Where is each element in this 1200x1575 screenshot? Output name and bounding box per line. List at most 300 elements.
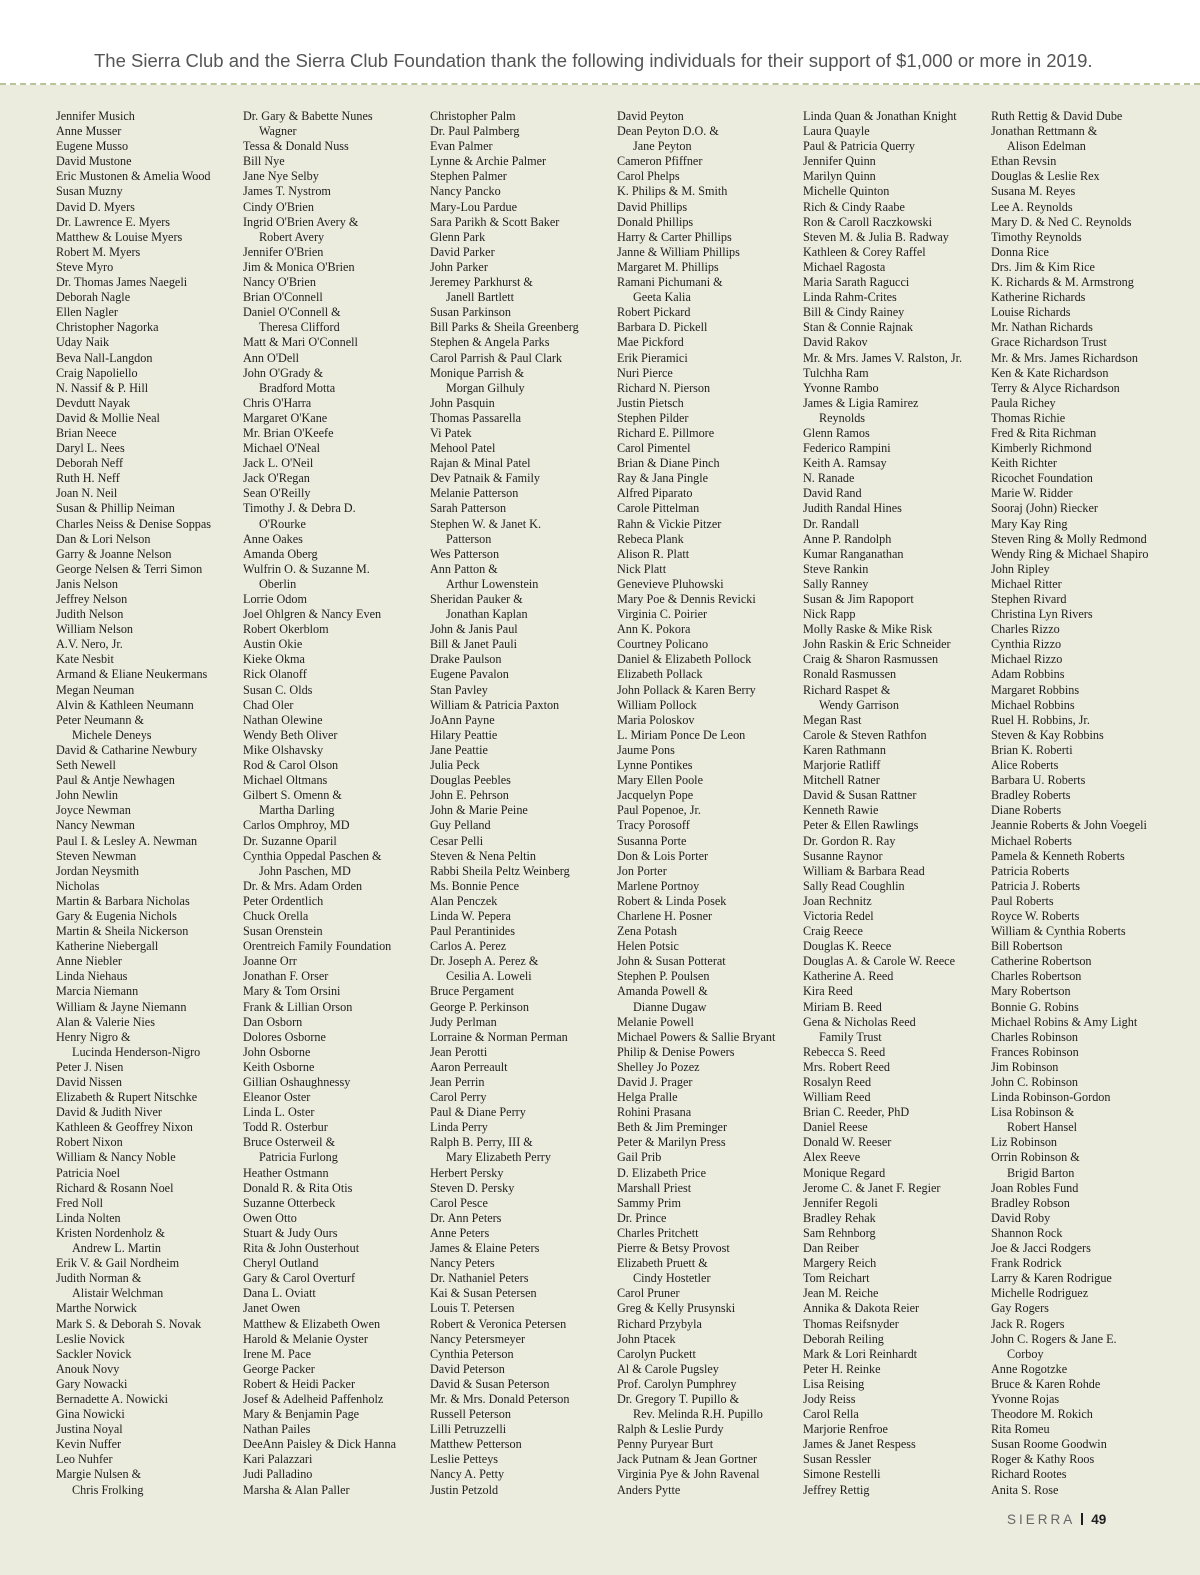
donor-name: Rebecca S. Reed — [803, 1044, 886, 1059]
donor-name: Charles Pritchett — [617, 1225, 699, 1240]
donor-name: Justin Pietsch — [617, 395, 684, 410]
donor-name: Rita & John Ousterhout — [243, 1241, 360, 1256]
donor-name: Suzanne Otterbeck — [243, 1195, 336, 1210]
donor-name: Jonathan Rettmann & — [991, 124, 1098, 139]
donor-name: Mary-Lou Pardue — [430, 199, 517, 214]
donor-name: Devdutt Nayak — [56, 395, 131, 410]
donor-name: Pamela & Kenneth Roberts — [991, 848, 1125, 863]
donor-name: Herbert Persky — [430, 1165, 504, 1180]
header-thank-you-text: The Sierra Club and the Sierra Club Foundation thank the following individuals for their support of $1,000 or more in 2019. — [94, 50, 1093, 71]
donor-name: Ralph B. Perry, III & — [430, 1135, 533, 1150]
donor-name: Al & Carole Pugsley — [617, 1361, 719, 1376]
donor-name: John Raskin & Eric Schneider — [803, 637, 951, 652]
page-number: 49 — [1091, 1512, 1107, 1527]
donor-name: Rabbi Sheila Peltz Weinberg — [430, 863, 570, 878]
donor-name: Charles Robinson — [991, 1029, 1079, 1044]
donor-name: Nick Platt — [617, 561, 667, 576]
donor-name: Megan Neuman — [56, 682, 135, 697]
donor-name: Judith Randal Hines — [803, 501, 902, 516]
donor-name-continuation: Theresa Clifford — [259, 320, 340, 335]
donor-name: Russell Peterson — [430, 1407, 511, 1422]
donor-name: William Pollock — [617, 697, 697, 712]
donor-name: Guy Pelland — [430, 818, 491, 833]
donor-name: Mike Olshavsky — [243, 742, 324, 757]
donor-name: Judy Perlman — [430, 1014, 497, 1029]
donor-name: Matt & Mari O'Connell — [243, 335, 358, 350]
donor-name: Martin & Barbara Nicholas — [56, 893, 190, 908]
donor-name: Dr. Gary & Babette Nunes — [243, 109, 373, 123]
donor-name: Leslie Petteys — [430, 1452, 499, 1467]
donor-name: Bradley Rehak — [803, 1210, 876, 1225]
donor-name: Wes Patterson — [430, 546, 500, 561]
donor-name: Rick Olanoff — [243, 667, 307, 682]
donor-name: Hilary Peattie — [430, 727, 498, 742]
donor-name: Daniel Reese — [803, 1120, 868, 1135]
donor-name: Uday Naik — [56, 335, 110, 350]
donor-name: Charles Neiss & Denise Soppas — [56, 516, 212, 531]
donor-name: Paul & Patricia Querry — [803, 139, 916, 154]
donor-name: Dan Reiber — [803, 1241, 859, 1256]
donor-name: Daniel O'Connell & — [243, 305, 341, 320]
donor-name: Kathleen & Corey Raffel — [803, 244, 926, 259]
donor-name: Marthe Norwick — [56, 1301, 137, 1316]
donor-name: Carlos Omphroy, MD — [243, 818, 350, 833]
donor-column-3 — [430, 109, 612, 1498]
donor-name: Mr. Nathan Richards — [991, 320, 1093, 335]
donor-name: Thomas Richie — [991, 410, 1066, 425]
donor-name: Nathan Pailes — [243, 1422, 311, 1437]
donor-name: Jack Putnam & Jean Gortner — [617, 1452, 758, 1467]
donor-name: Lynne Pontikes — [617, 758, 693, 773]
donor-name: Catherine Robertson — [991, 954, 1092, 969]
donor-name: Eleanor Oster — [243, 1090, 311, 1105]
donor-name: Maria Poloskov — [617, 712, 695, 727]
donor-name: Jack L. O'Neil — [243, 456, 314, 471]
donor-name: Chad Oler — [243, 697, 294, 712]
donor-name-continuation: Alistair Welchman — [72, 1286, 164, 1301]
donor-name: Marlene Portnoy — [617, 878, 700, 893]
donor-name: Frances Robinson — [991, 1044, 1079, 1059]
donor-name: Kieke Okma — [243, 652, 305, 667]
donor-name: William & Patricia Paxton — [430, 697, 560, 712]
donor-name-continuation: Jane Peyton — [633, 139, 692, 154]
donor-name: James T. Nystrom — [243, 184, 331, 199]
donor-name: Seth Newell — [56, 758, 116, 773]
donor-name: Nancy Pancko — [430, 184, 501, 199]
donor-name-continuation: Cindy Hostetler — [633, 1271, 711, 1286]
donor-name: Mehool Patel — [430, 441, 496, 456]
donor-name: Eric Mustonen & Amelia Wood — [56, 169, 211, 184]
donor-name: Judi Palladino — [243, 1467, 313, 1482]
donor-name: Alice Roberts — [991, 758, 1059, 773]
donor-name: Linda Niehaus — [56, 969, 128, 984]
donor-name: Linda L. Oster — [243, 1105, 315, 1120]
donor-name: Barbara U. Roberts — [991, 773, 1086, 788]
donor-name-continuation: Rev. Melinda R.H. Pupillo — [633, 1407, 763, 1422]
donor-name-continuation: Alison Edelman — [1007, 139, 1086, 154]
donor-name: Melanie Patterson — [430, 486, 519, 501]
donor-name: Pierre & Betsy Provost — [617, 1241, 730, 1256]
donor-name: Mary Robertson — [991, 984, 1071, 999]
donor-name: David Peyton — [617, 109, 684, 123]
donor-name-continuation: Oberlin — [259, 576, 297, 591]
donor-name: Dr. Gregory T. Pupillo & — [617, 1391, 740, 1406]
donor-name: John Pasquin — [430, 395, 495, 410]
donor-name: Larry & Karen Rodrigue — [991, 1271, 1112, 1286]
donor-name: Katherine Niebergall — [56, 939, 159, 954]
donor-name: Paul Roberts — [991, 893, 1054, 908]
donor-name: Ralph & Leslie Purdy — [617, 1422, 724, 1437]
donor-name: Brian & Diane Pinch — [617, 456, 720, 471]
donor-name: Marsha & Alan Paller — [243, 1482, 350, 1497]
donor-name: Alan & Valerie Nies — [56, 1014, 155, 1029]
donor-name: Carolyn Puckett — [617, 1346, 696, 1361]
donor-name: Glenn Ramos — [803, 425, 870, 440]
donor-name: Eugene Musso — [56, 139, 129, 154]
donor-name: Steven & Kay Robbins — [991, 727, 1104, 742]
donor-name: Carol Pruner — [617, 1286, 680, 1301]
donor-name: Steve Rankin — [803, 561, 869, 576]
donor-name: Anita S. Rose — [991, 1482, 1059, 1497]
donor-name: Jennifer O'Brien — [243, 244, 324, 259]
donor-name: Marjorie Ratliff — [803, 758, 881, 773]
donor-name: Susanna Porte — [617, 833, 687, 848]
donor-name: Jean M. Reiche — [803, 1286, 879, 1301]
donor-name: Susan & Phillip Neiman — [56, 501, 175, 516]
donor-name: Royce W. Roberts — [991, 908, 1080, 923]
donor-column-6 — [991, 109, 1173, 1498]
donor-name: Nancy Petersmeyer — [430, 1331, 526, 1346]
donor-name: Linda W. Pepera — [430, 908, 511, 923]
donor-name: Harold & Melanie Oyster — [243, 1331, 368, 1346]
donor-name: Jean Perrin — [430, 1075, 485, 1089]
donor-name: Daryl L. Nees — [56, 441, 125, 456]
donor-name: Matthew & Louise Myers — [56, 229, 183, 244]
donor-name: Cheryl Outland — [243, 1256, 319, 1271]
donor-name: John Parker — [430, 259, 488, 274]
donor-name-continuation: Michele Deneys — [72, 727, 152, 742]
donor-name: Jennifer Quinn — [803, 154, 876, 169]
donor-name-continuation: Lucinda Henderson-Nigro — [72, 1044, 201, 1059]
donor-name: Anne Oakes — [243, 531, 303, 546]
donor-name: Lynne & Archie Palmer — [430, 154, 547, 169]
page-header — [0, 0, 1200, 84]
donor-column-5 — [803, 109, 985, 1498]
donor-name: Michael Rizzo — [991, 652, 1063, 667]
donor-name: Dr. Nathaniel Peters — [430, 1271, 529, 1286]
donor-name: D. Elizabeth Price — [617, 1165, 707, 1180]
donor-name: Dr. Randall — [803, 516, 860, 531]
donor-name: Courtney Policano — [617, 637, 709, 652]
donor-name: Lisa Reising — [803, 1376, 865, 1391]
donor-name: Ken & Kate Richardson — [991, 365, 1109, 380]
donor-name: Steven D. Persky — [430, 1180, 515, 1195]
donor-name: Michael O'Neal — [243, 441, 320, 456]
donor-name: Anne P. Randolph — [803, 531, 892, 546]
donor-name: Gary Nowacki — [56, 1376, 128, 1391]
donor-name: Dolores Osborne — [243, 1029, 326, 1044]
donor-name: Tulchha Ram — [803, 365, 869, 380]
donor-name: Tessa & Donald Nuss — [243, 139, 349, 154]
donor-name: Rich & Cindy Raabe — [803, 199, 905, 214]
donor-name: Rita Romeu — [991, 1422, 1050, 1437]
donor-name: Bernadette A. Nowicki — [56, 1391, 169, 1406]
donor-name: Paula Richey — [991, 395, 1056, 410]
donor-name: Nicholas — [56, 878, 100, 893]
donor-name: Gena & Nicholas Reed — [803, 1014, 916, 1029]
donor-name: Federico Rampini — [803, 441, 891, 456]
donor-name: Cindy O'Brien — [243, 199, 314, 214]
donor-name: Carol Parrish & Paul Clark — [430, 350, 563, 365]
donor-name: David & Catharine Newbury — [56, 742, 198, 757]
donor-name: Fred Noll — [56, 1195, 104, 1210]
donor-name: Mr. & Mrs. James V. Ralston, Jr. — [803, 350, 963, 365]
donor-name: Orentreich Family Foundation — [243, 939, 392, 954]
donor-name: Dean Peyton D.O. & — [617, 124, 719, 139]
donor-name: Ms. Bonnie Pence — [430, 878, 520, 893]
donor-name: Peter & Marilyn Press — [617, 1135, 726, 1150]
donor-name: Janet Owen — [243, 1301, 301, 1316]
donor-name: Richard Przybyla — [617, 1316, 702, 1331]
donor-name: Gay Rogers — [991, 1301, 1049, 1316]
donor-name: Greg & Kelly Prusynski — [617, 1301, 736, 1316]
donor-name: Richard N. Pierson — [617, 380, 711, 395]
donor-name: Fred & Rita Richman — [991, 425, 1097, 440]
donor-name: Judith Nelson — [56, 607, 124, 622]
donor-name: Elizabeth & Rupert Nitschke — [56, 1090, 198, 1105]
donor-name: Stephen Pilder — [617, 410, 689, 425]
donor-name: Yvonne Rambo — [803, 380, 879, 395]
donor-name: Linda Quan & Jonathan Knight — [803, 109, 957, 123]
donor-name: Steven & Nena Peltin — [430, 848, 536, 863]
donor-name: Anders Pytte — [617, 1482, 681, 1497]
donor-name: John E. Pehrson — [430, 788, 509, 803]
donor-name: Amanda Powell & — [617, 984, 708, 999]
donor-name: Joanne Orr — [243, 954, 297, 969]
donor-name-continuation: Robert Hansel — [1007, 1120, 1078, 1135]
donor-name: Peter H. Reinke — [803, 1361, 881, 1376]
donor-name: Mary & Benjamin Page — [243, 1407, 360, 1422]
donor-name: Lilli Petruzzelli — [430, 1422, 507, 1437]
donor-name: William Reed — [803, 1090, 871, 1105]
donor-name: Mary & Tom Orsini — [243, 984, 341, 999]
donor-name: Kevin Nuffer — [56, 1437, 122, 1452]
donor-name: Dr. Paul Palmberg — [430, 124, 520, 139]
donor-name: Wendy Beth Oliver — [243, 727, 338, 742]
page-footer — [1007, 1512, 1167, 1532]
donor-name: Jacquelyn Pope — [617, 788, 694, 803]
donor-name: Robert & Heidi Packer — [243, 1376, 356, 1391]
donor-name: Molly Raske & Mike Risk — [803, 622, 933, 637]
donor-name: Jonathan F. Orser — [243, 969, 329, 984]
donor-name: Donna Rice — [991, 244, 1049, 259]
donor-name: Mary D. & Ned C. Reynolds — [991, 214, 1132, 229]
donor-name: William Nelson — [56, 622, 134, 637]
donor-column-1 — [56, 109, 238, 1498]
donor-name: Prof. Carolyn Pumphrey — [617, 1376, 737, 1391]
donor-name: Sally Ranney — [803, 576, 869, 591]
donor-name: William & Barbara Read — [803, 863, 925, 878]
donor-name: Miriam B. Reed — [803, 999, 882, 1014]
donor-name: Peter & Ellen Rawlings — [803, 818, 919, 833]
donor-name: Laura Quayle — [803, 124, 870, 139]
donor-name: Diane Roberts — [991, 803, 1062, 818]
donor-name: Christopher Palm — [430, 109, 516, 123]
donor-name: Patricia Roberts — [991, 863, 1070, 878]
donor-name: David Rand — [803, 486, 862, 501]
donor-name: Shannon Rock — [991, 1225, 1063, 1240]
donor-name: Michael Oltmans — [243, 773, 328, 788]
donor-name: Katherine Richards — [991, 290, 1086, 305]
donor-name: Ray & Jana Pingle — [617, 471, 709, 486]
donor-name: Douglas A. & Carole W. Reece — [803, 954, 955, 969]
donor-name: Sooraj (John) Riecker — [991, 501, 1098, 516]
donor-name: Frank & Lillian Orson — [243, 999, 353, 1014]
donor-name: Sally Read Coughlin — [803, 878, 905, 893]
donor-name: James & Janet Respess — [803, 1437, 916, 1452]
donor-name: John Pollack & Karen Berry — [617, 682, 756, 697]
donor-name: Keith A. Ramsay — [803, 456, 887, 471]
donor-name: Nancy A. Petty — [430, 1467, 505, 1482]
donor-name: David Roby — [991, 1210, 1051, 1225]
donor-name: Ricochet Foundation — [991, 471, 1093, 486]
donor-name: Grace Richardson Trust — [991, 335, 1107, 350]
donor-name: Mark & Lori Reinhardt — [803, 1346, 918, 1361]
donor-name: John & Marie Peine — [430, 803, 528, 818]
donor-name: Michael Robbins — [991, 697, 1075, 712]
donor-name: Christina Lyn Rivers — [991, 607, 1093, 622]
donor-name: Charles Robertson — [991, 969, 1082, 984]
donor-name: Ramani Pichumani & — [617, 275, 723, 290]
donor-name: George Nelsen & Terri Simon — [56, 561, 203, 576]
donor-name: Brian K. Roberti — [991, 742, 1073, 757]
donor-name: Ann O'Dell — [243, 350, 300, 365]
donor-name: Robert Nixon — [56, 1135, 123, 1150]
donor-name: Tom Reichart — [803, 1271, 870, 1286]
donor-name-continuation: Mary Elizabeth Perry — [446, 1150, 551, 1165]
donor-name: Justin Petzold — [430, 1482, 499, 1497]
donor-name: Jeremey Parkhurst & — [430, 275, 533, 290]
donor-name: Mrs. Robert Reed — [803, 1059, 890, 1074]
donor-name: Susanne Raynor — [803, 848, 883, 863]
donor-name: John & Susan Potterat — [617, 954, 726, 969]
donor-name: Susan C. Olds — [243, 682, 313, 697]
donor-name: Dr. & Mrs. Adam Orden — [243, 878, 363, 893]
donor-name: Mark S. & Deborah S. Novak — [56, 1316, 202, 1331]
donor-name: Michael Robins & Amy Light — [991, 1014, 1138, 1029]
donor-name-continuation: Patterson — [446, 531, 492, 546]
donor-name: Cynthia Peterson — [430, 1346, 514, 1361]
donor-name: Stan & Connie Rajnak — [803, 320, 914, 335]
donor-name: Louise Richards — [991, 305, 1071, 320]
donor-name: Kai & Susan Petersen — [430, 1286, 537, 1301]
donor-name: Wendy Ring & Michael Shapiro — [991, 546, 1149, 561]
donor-name: Chuck Orella — [243, 908, 309, 923]
donor-name: Ruth H. Neff — [56, 471, 120, 486]
donor-name: John C. Robinson — [991, 1075, 1079, 1089]
donor-name: Christopher Nagorka — [56, 320, 159, 335]
donor-name-continuation: Wagner — [259, 124, 297, 139]
donor-name: William & Nancy Noble — [56, 1150, 176, 1165]
donor-name: David & Susan Rattner — [803, 788, 917, 803]
donor-name: Joyce Newman — [56, 803, 131, 818]
donor-name: Kathleen & Geoffrey Nixon — [56, 1120, 193, 1135]
donor-name: David & Judith Niver — [56, 1105, 162, 1120]
donor-name-continuation: Andrew L. Martin — [72, 1241, 162, 1256]
donor-name: Michael Powers & Sallie Bryant — [617, 1029, 776, 1044]
donor-name: Richard Raspet & — [803, 682, 891, 697]
donor-name: Rod & Carol Olson — [243, 758, 339, 773]
donor-name: Jane Peattie — [430, 742, 488, 757]
donor-name: Erik Pieramici — [617, 350, 688, 365]
donor-name: Thomas Reifsnyder — [803, 1316, 899, 1331]
donor-name: Mr. & Mrs. Donald Peterson — [430, 1391, 570, 1406]
donor-name: Bill Nye — [243, 154, 285, 169]
donor-name: Gina Nowicki — [56, 1407, 125, 1422]
donor-name: DeeAnn Paisley & Dick Hanna — [243, 1437, 396, 1452]
donor-name: Marcia Niemann — [56, 984, 139, 999]
donor-name: David Mustone — [56, 154, 132, 169]
donor-name: Carol Perry — [430, 1090, 487, 1105]
magazine-name: SIERRA — [1007, 1512, 1076, 1527]
donor-name: Helen Potsic — [617, 939, 679, 954]
donor-name: Donald R. & Rita Otis — [243, 1180, 353, 1195]
donor-name: Alvin & Kathleen Neumann — [56, 697, 194, 712]
donor-name: Nuri Pierce — [617, 365, 673, 380]
donor-name: Michelle Quinton — [803, 184, 890, 199]
donor-name: Jennifer Regoli — [803, 1195, 878, 1210]
donor-name: Kira Reed — [803, 984, 853, 999]
donor-name: Mae Pickford — [617, 335, 684, 350]
donor-name: Monique Parrish & — [430, 365, 525, 380]
donor-name: Michael Ritter — [991, 576, 1062, 591]
donor-name: Jerome C. & Janet F. Regier — [803, 1180, 941, 1195]
donor-name: Jim & Monica O'Brien — [243, 259, 355, 274]
donor-name: Lorraine & Norman Perman — [430, 1029, 568, 1044]
donor-name: Judith Norman & — [56, 1271, 142, 1286]
donor-name: Gilbert S. Omenn & — [243, 788, 342, 803]
donor-name: Richard E. Pillmore — [617, 425, 715, 440]
donor-name: Kristen Nordenholz & — [56, 1225, 165, 1240]
donor-name-continuation: Family Trust — [819, 1029, 882, 1044]
donor-name: Mitchell Ratner — [803, 773, 880, 788]
donor-name: William & Cynthia Roberts — [991, 924, 1126, 939]
donor-name: Linda Rahm-Crites — [803, 290, 897, 305]
donor-name: Lee A. Reynolds — [991, 199, 1073, 214]
donor-name: Marie W. Ridder — [991, 486, 1073, 501]
donor-name: George Packer — [243, 1361, 315, 1376]
donor-name: Orrin Robinson & — [991, 1150, 1080, 1165]
donor-name: Cynthia Oppedal Paschen & — [243, 848, 382, 863]
donor-name: Bill & Janet Pauli — [430, 637, 518, 652]
donor-name: Margaret M. Phillips — [617, 259, 719, 274]
donor-name: Linda Robinson-Gordon — [991, 1090, 1111, 1105]
donor-name: Jane Nye Selby — [243, 169, 319, 184]
donor-name: Anne Niebler — [56, 954, 122, 969]
donor-name: Carol Phelps — [617, 169, 680, 184]
donor-name: Ron & Caroll Raczkowski — [803, 214, 932, 229]
donor-name: Robert Pickard — [617, 305, 691, 320]
donor-name: Roger & Kathy Roos — [991, 1452, 1095, 1467]
donor-name: Bruce & Karen Rohde — [991, 1376, 1101, 1391]
donor-name: Margie Nulsen & — [56, 1467, 142, 1482]
donor-name: Craig Napoliello — [56, 365, 138, 380]
donor-name: Cameron Pfiffner — [617, 154, 703, 169]
donor-name: Jack R. Rogers — [991, 1316, 1065, 1331]
donor-name: Alison R. Platt — [617, 546, 690, 561]
donor-name: Craig Reece — [803, 924, 863, 939]
donor-name: Timothy Reynolds — [991, 229, 1082, 244]
